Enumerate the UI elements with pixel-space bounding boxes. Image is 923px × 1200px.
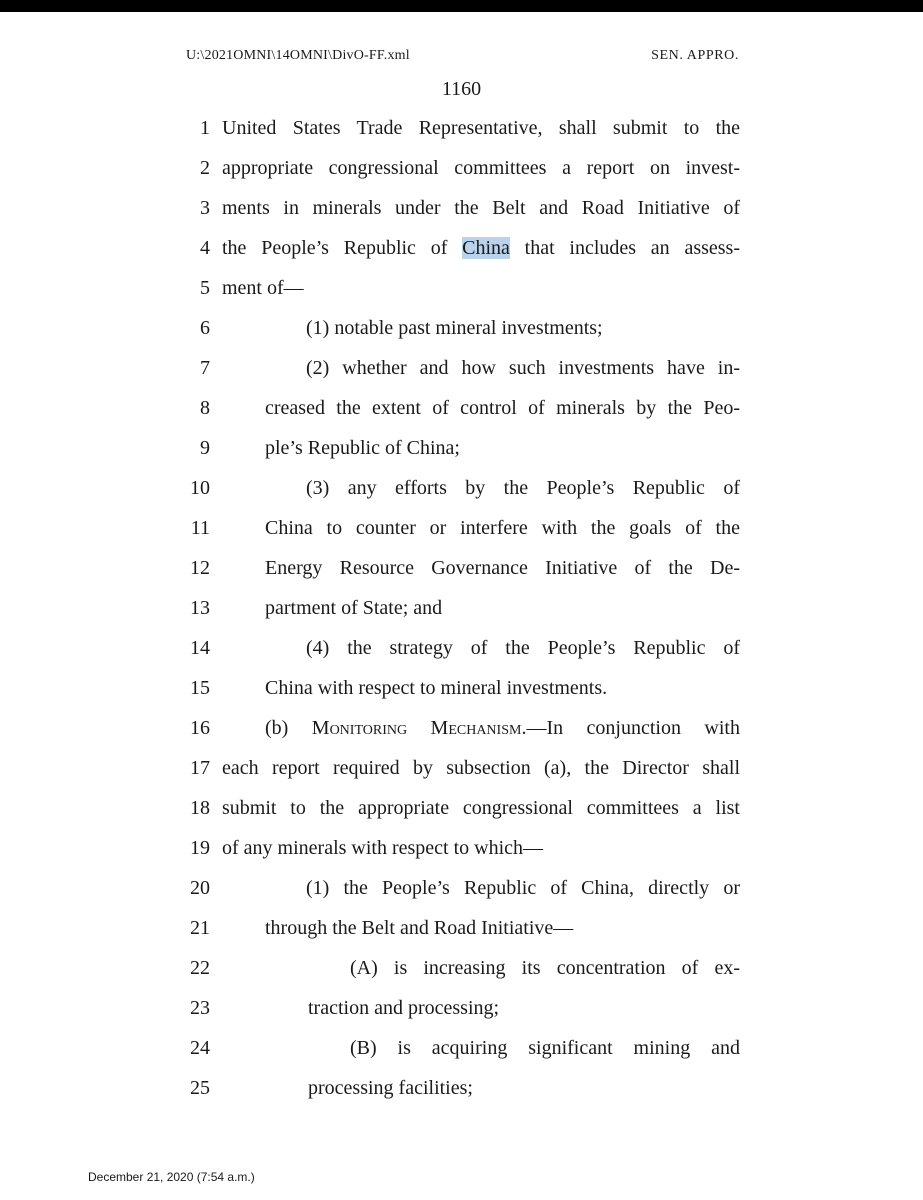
document-line xyxy=(0,588,923,628)
document-line xyxy=(0,428,923,468)
line-number: 8 xyxy=(200,397,210,419)
document-line xyxy=(0,908,923,948)
line-number: 25 xyxy=(190,1077,210,1099)
document-line xyxy=(0,108,923,148)
line-text: creased the extent of control of minerals by the Peo- xyxy=(265,397,740,419)
line-number: 1 xyxy=(200,117,210,139)
line-text: ments in minerals under the Belt and Road Initiative of xyxy=(222,197,740,219)
line-text: ple’s Republic of China; xyxy=(265,437,460,459)
file-path-header: U:\2021OMNI\14OMNI\DivO-FF.xml xyxy=(186,48,410,63)
line-text: (2) whether and how such investments have in- xyxy=(306,357,740,379)
line-text: China with respect to mineral investments. xyxy=(265,677,608,699)
document-line xyxy=(0,228,923,268)
line-text: (1) the People’s Republic of China, directly or xyxy=(306,877,740,899)
line-text: appropriate congressional committees a report on invest- xyxy=(222,157,740,179)
line-text xyxy=(265,708,740,748)
line-text-after: that includes an assess- xyxy=(509,237,740,259)
line-number: 17 xyxy=(190,757,210,779)
document-line xyxy=(0,988,923,1028)
line-text: each report required by subsection (a), the Director shall xyxy=(222,757,740,779)
line-number: 3 xyxy=(200,197,210,219)
line-text: (1) notable past mineral investments; xyxy=(306,317,603,339)
line-number: 21 xyxy=(190,917,210,939)
line-number: 20 xyxy=(190,877,210,899)
line-number: 5 xyxy=(200,277,210,299)
line-text: (A) is increasing its concentration of ex- xyxy=(350,957,740,979)
line-text: partment of State; and xyxy=(265,597,443,619)
line-text: of any minerals with respect to which— xyxy=(222,837,544,859)
document-line xyxy=(0,148,923,188)
subsection-heading: Monitoring Mechanism xyxy=(311,717,522,739)
document-line xyxy=(0,1068,923,1108)
line-text: (3) any efforts by the People’s Republic of xyxy=(306,477,740,499)
line-number: 23 xyxy=(190,997,210,1019)
top-bar xyxy=(0,0,923,12)
document-line xyxy=(0,188,923,228)
line-number: 13 xyxy=(190,597,210,619)
document-line xyxy=(0,308,923,348)
line-text: (B) is acquiring significant mining and xyxy=(350,1037,740,1059)
document-line xyxy=(0,668,923,708)
line-text: processing facilities; xyxy=(308,1077,473,1099)
line-text: (4) the strategy of the People’s Republic of xyxy=(306,637,740,659)
line-text-before: (b) xyxy=(265,717,312,739)
line-number: 22 xyxy=(190,957,210,979)
line-text-after: .—In conjunction with xyxy=(521,717,740,739)
document-line xyxy=(0,348,923,388)
line-text: China to counter or interfere with the goals of the xyxy=(265,517,740,539)
search-highlight[interactable]: China xyxy=(462,237,510,259)
document-line xyxy=(0,708,923,748)
document-line xyxy=(0,1028,923,1068)
line-text: traction and processing; xyxy=(308,997,500,1019)
line-number: 4 xyxy=(200,237,210,259)
line-text xyxy=(222,228,740,268)
line-number: 15 xyxy=(190,677,210,699)
line-number: 18 xyxy=(190,797,210,819)
line-number: 19 xyxy=(190,837,210,859)
document-line xyxy=(0,628,923,668)
document-line xyxy=(0,548,923,588)
line-number: 14 xyxy=(190,637,210,659)
line-text: United States Trade Representative, shall submit to the xyxy=(222,117,740,139)
line-number: 24 xyxy=(190,1037,210,1059)
document-line xyxy=(0,508,923,548)
document-line xyxy=(0,788,923,828)
document-line xyxy=(0,468,923,508)
footer-timestamp: December 21, 2020 (7:54 a.m.) xyxy=(88,1170,255,1184)
line-number: 6 xyxy=(200,317,210,339)
document-line xyxy=(0,828,923,868)
line-number: 10 xyxy=(190,477,210,499)
line-number: 7 xyxy=(200,357,210,379)
line-text: ment of— xyxy=(222,277,304,299)
line-text-before: the People’s Republic of xyxy=(222,237,463,259)
line-number: 12 xyxy=(190,557,210,579)
line-number: 2 xyxy=(200,157,210,179)
document-line xyxy=(0,388,923,428)
line-text: submit to the appropriate congressional committees a list xyxy=(222,797,740,819)
document-line xyxy=(0,868,923,908)
document-line xyxy=(0,748,923,788)
document-line xyxy=(0,268,923,308)
committee-tag: SEN. APPRO. xyxy=(651,48,739,63)
line-number: 16 xyxy=(190,717,210,739)
line-number: 11 xyxy=(190,517,210,539)
line-text: Energy Resource Governance Initiative of the De- xyxy=(265,557,740,579)
page-number: 1160 xyxy=(441,78,482,100)
line-text: through the Belt and Road Initiative— xyxy=(265,917,574,939)
document-line xyxy=(0,948,923,988)
line-number: 9 xyxy=(200,437,210,459)
